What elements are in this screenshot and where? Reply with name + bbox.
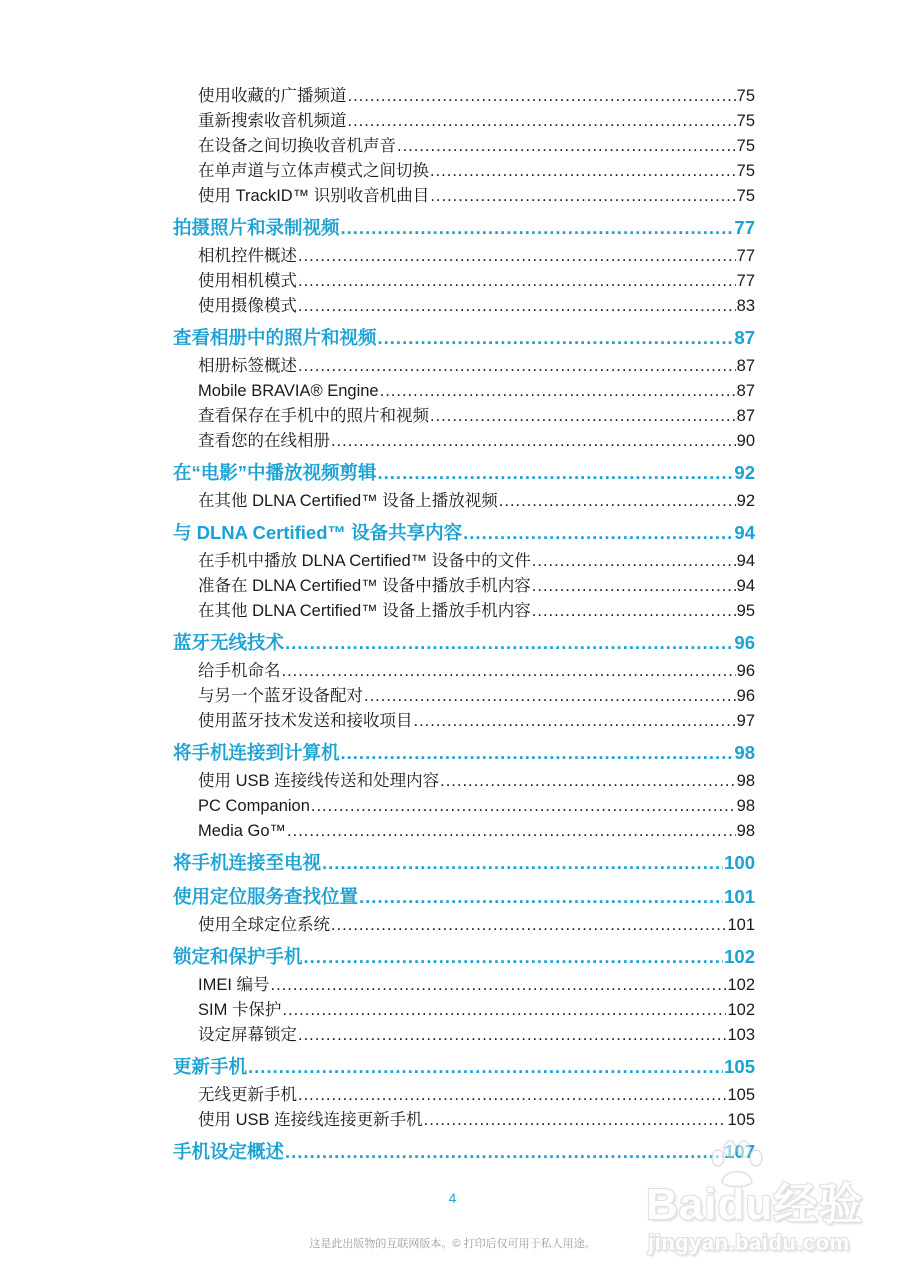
- toc-entry-page: 83: [736, 297, 755, 315]
- toc-entry-title: 锁定和保护手机: [173, 946, 303, 967]
- toc-entry-page: 98: [736, 772, 755, 790]
- dot-leader: [532, 549, 736, 574]
- toc-entry-title: 无线更新手机: [198, 1086, 297, 1104]
- toc-entry-page: 98: [736, 797, 755, 815]
- toc-entry-page: 87: [736, 382, 755, 400]
- toc-subentry[interactable]: [173, 549, 755, 574]
- toc-section-entry[interactable]: [173, 212, 755, 243]
- toc-subentry[interactable]: [173, 404, 755, 429]
- toc-entry-title: 设定屏幕锁定: [198, 1026, 297, 1044]
- toc-subentry[interactable]: [173, 184, 755, 209]
- toc-entry-page: 105: [727, 1086, 755, 1104]
- toc-entry-page: 97: [736, 712, 755, 730]
- toc-entry-title: 使用收藏的广播频道: [198, 87, 347, 105]
- toc-entry-page: 105: [727, 1111, 755, 1129]
- toc-entry-title: 使用全球定位系统: [198, 916, 330, 934]
- toc-entry-page: 92: [734, 462, 755, 483]
- dot-leader: [331, 913, 726, 938]
- toc-entry-page: 96: [736, 662, 755, 680]
- dot-leader: [298, 244, 736, 269]
- dot-leader: [414, 709, 736, 734]
- toc-subentry[interactable]: [173, 574, 755, 599]
- dot-leader: [532, 574, 736, 599]
- toc-subentry[interactable]: [173, 769, 755, 794]
- toc-entry-page: 96: [734, 632, 755, 653]
- dot-leader: [430, 159, 736, 184]
- toc-entry-title: 在设备之间切换收音机声音: [198, 137, 396, 155]
- toc-subentry[interactable]: [173, 294, 755, 319]
- toc-section-entry[interactable]: [173, 737, 755, 768]
- toc-section-entry[interactable]: [173, 627, 755, 658]
- dot-leader: [298, 1023, 726, 1048]
- toc-subentry[interactable]: [173, 84, 755, 109]
- toc-entry-title: 手机设定概述: [173, 1141, 285, 1162]
- toc-entry-title: 在其他 DLNA Certified™ 设备上播放视频: [198, 492, 498, 510]
- toc-entry-page: 98: [734, 742, 755, 763]
- toc-entry-page: 87: [734, 327, 755, 348]
- toc-entry-page: 98: [736, 822, 755, 840]
- dot-leader: [430, 184, 735, 209]
- toc-entry-title: 使用定位服务查找位置: [173, 886, 359, 907]
- toc-section-entry[interactable]: [173, 1051, 755, 1082]
- toc-entry-page: 96: [736, 687, 755, 705]
- toc-entry-title: 在手机中播放 DLNA Certified™ 设备中的文件: [198, 552, 531, 570]
- toc-entry-page: 94: [736, 552, 755, 570]
- toc-section-entry[interactable]: [173, 881, 755, 912]
- toc-subentry[interactable]: [173, 659, 755, 684]
- toc-subentry[interactable]: [173, 599, 755, 624]
- toc-entry-page: 75: [736, 187, 755, 205]
- toc-entry-page: 75: [736, 112, 755, 130]
- dot-leader: [348, 109, 736, 134]
- toc-section-entry[interactable]: [173, 941, 755, 972]
- toc-subentry[interactable]: [173, 134, 755, 159]
- dot-leader: [282, 659, 736, 684]
- dot-leader: [298, 1083, 726, 1108]
- toc-entry-title: 将手机连接到计算机: [173, 742, 340, 763]
- dot-leader: [248, 1051, 723, 1082]
- dot-leader: [359, 881, 723, 912]
- baidu-watermark: [640, 1140, 890, 1270]
- toc-subentry[interactable]: [173, 819, 755, 844]
- toc-entry-title: 使用 USB 连接线传送和处理内容: [198, 772, 440, 790]
- toc-section-entry[interactable]: [173, 322, 755, 353]
- toc-subentry[interactable]: [173, 269, 755, 294]
- toc-subentry[interactable]: [173, 1023, 755, 1048]
- toc-entry-title: 重新搜索收音机频道: [198, 112, 347, 130]
- dot-leader: [463, 517, 733, 548]
- toc-subentry[interactable]: [173, 973, 755, 998]
- dot-leader: [282, 998, 726, 1023]
- dot-leader: [287, 819, 736, 844]
- table-of-contents: [173, 84, 755, 1168]
- toc-entry-title: 与 DLNA Certified™ 设备共享内容: [173, 522, 463, 543]
- dot-leader: [378, 457, 734, 488]
- toc-entry-title: 使用相机模式: [198, 272, 297, 290]
- dot-leader: [341, 212, 734, 243]
- dot-leader: [304, 941, 724, 972]
- toc-subentry[interactable]: [173, 998, 755, 1023]
- toc-entry-title: 在单声道与立体声模式之间切换: [198, 162, 429, 180]
- dot-leader: [364, 684, 736, 709]
- dot-leader: [331, 429, 736, 454]
- toc-entry-title: 准备在 DLNA Certified™ 设备中播放手机内容: [198, 577, 531, 595]
- toc-entry-title: 使用摄像模式: [198, 297, 297, 315]
- dot-leader: [532, 599, 736, 624]
- toc-entry-page: 94: [734, 522, 755, 543]
- toc-entry-page: 90: [736, 432, 755, 450]
- dot-leader: [285, 627, 733, 658]
- toc-entry-title: 查看相册中的照片和视频: [173, 327, 377, 348]
- dot-leader: [298, 354, 736, 379]
- dot-leader: [380, 379, 736, 404]
- toc-subentry[interactable]: [173, 794, 755, 819]
- toc-entry-page: 87: [736, 357, 755, 375]
- toc-subentry[interactable]: [173, 159, 755, 184]
- dot-leader: [341, 737, 734, 768]
- toc-entry-page: 77: [736, 247, 755, 265]
- dot-leader: [397, 134, 736, 159]
- toc-entry-title: 蓝牙无线技术: [173, 632, 285, 653]
- toc-section-entry[interactable]: [173, 457, 755, 488]
- watermark-logo: Baidu经验: [646, 1180, 864, 1229]
- dot-leader: [271, 973, 727, 998]
- dot-leader: [430, 404, 736, 429]
- toc-entry-page: 102: [727, 976, 755, 994]
- toc-subentry[interactable]: [173, 489, 755, 514]
- toc-subentry[interactable]: [173, 709, 755, 734]
- toc-entry-title: Media Go™: [198, 822, 287, 840]
- page-number: 4: [448, 1190, 457, 1206]
- toc-entry-page: 101: [724, 886, 755, 907]
- toc-entry-title: 相册标签概述: [198, 357, 297, 375]
- dot-leader: [499, 489, 736, 514]
- toc-entry-title: 使用蓝牙技术发送和接收项目: [198, 712, 413, 730]
- toc-entry-title: 使用 TrackID™ 识别收音机曲目: [198, 187, 430, 205]
- toc-entry-page: 75: [736, 162, 755, 180]
- toc-entry-page: 92: [736, 492, 755, 510]
- toc-subentry[interactable]: [173, 1083, 755, 1108]
- toc-entry-page: 75: [736, 87, 755, 105]
- toc-entry-page: 105: [724, 1056, 755, 1077]
- toc-entry-title: PC Companion: [198, 797, 310, 815]
- dot-leader: [348, 84, 736, 109]
- toc-entry-page: 101: [727, 916, 755, 934]
- toc-entry-page: 102: [724, 946, 755, 967]
- toc-entry-title: 相机控件概述: [198, 247, 297, 265]
- toc-entry-page: 77: [734, 217, 755, 238]
- toc-entry-title: IMEI 编号: [198, 976, 270, 994]
- toc-entry-page: 103: [727, 1026, 755, 1044]
- toc-subentry[interactable]: [173, 913, 755, 938]
- toc-subentry[interactable]: [173, 109, 755, 134]
- toc-subentry[interactable]: [173, 379, 755, 404]
- toc-entry-title: 查看您的在线相册: [198, 432, 330, 450]
- dot-leader: [298, 294, 736, 319]
- toc-entry-title: 在其他 DLNA Certified™ 设备上播放手机内容: [198, 602, 531, 620]
- toc-entry-title: 更新手机: [173, 1056, 248, 1077]
- toc-entry-title: 给手机命名: [198, 662, 281, 680]
- toc-entry-title: 将手机连接至电视: [173, 852, 322, 873]
- dot-leader: [311, 794, 736, 819]
- toc-entry-title: SIM 卡保护: [198, 1001, 282, 1019]
- toc-entry-title: 在“电影”中播放视频剪辑: [173, 462, 377, 483]
- toc-entry-page: 75: [736, 137, 755, 155]
- toc-subentry[interactable]: [173, 244, 755, 269]
- toc-entry-title: Mobile BRAVIA® Engine: [198, 382, 379, 400]
- footer-note: 这是此出版物的互联网版本。© 打印后仅可用于私人用途。: [309, 1238, 596, 1250]
- toc-entry-page: 102: [727, 1001, 755, 1019]
- toc-entry-page: 87: [736, 407, 755, 425]
- toc-entry-page: 100: [724, 852, 755, 873]
- dot-leader: [322, 847, 723, 878]
- toc-entry-page: 94: [736, 577, 755, 595]
- toc-subentry[interactable]: [173, 429, 755, 454]
- toc-entry-title: 查看保存在手机中的照片和视频: [198, 407, 429, 425]
- toc-section-entry[interactable]: [173, 517, 755, 548]
- toc-entry-title: 使用 USB 连接线连接更新手机: [198, 1111, 423, 1129]
- toc-subentry[interactable]: [173, 684, 755, 709]
- dot-leader: [440, 769, 736, 794]
- dot-leader: [378, 322, 734, 353]
- toc-section-entry[interactable]: [173, 847, 755, 878]
- toc-entry-title: 拍摄照片和录制视频: [173, 217, 340, 238]
- toc-entry-page: 77: [736, 272, 755, 290]
- toc-subentry[interactable]: [173, 1108, 755, 1133]
- toc-subentry[interactable]: [173, 354, 755, 379]
- dot-leader: [424, 1108, 727, 1133]
- toc-entry-title: 与另一个蓝牙设备配对: [198, 687, 363, 705]
- watermark-url: jingyan.baidu.com: [648, 1230, 850, 1255]
- toc-entry-page: 95: [736, 602, 755, 620]
- dot-leader: [298, 269, 736, 294]
